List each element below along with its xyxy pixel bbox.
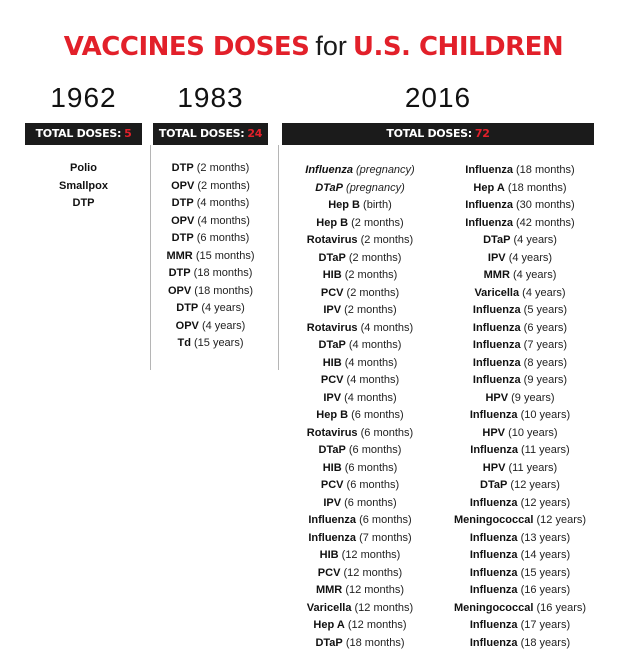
dose-entry: [25, 160, 142, 178]
vaccine-name: DTaP: [315, 636, 343, 649]
year-1983: 1983: [177, 82, 244, 113]
dose-entry: [445, 512, 595, 530]
vaccine-name: DTP: [168, 267, 191, 279]
total-doses-value: 24: [247, 127, 263, 140]
vaccine-name: IPV: [323, 304, 342, 316]
dose-entry: [445, 372, 595, 390]
dose-entry: [445, 495, 595, 513]
dose-timing: (12 months): [341, 549, 401, 561]
vaccine-name: DTP: [176, 302, 199, 314]
dose-entry: [445, 180, 595, 198]
dose-timing: (16 years): [536, 601, 587, 614]
vaccine-name: Influenza: [472, 321, 521, 334]
vaccine-name: HPV: [485, 391, 509, 404]
dose-timing: (18 months): [507, 181, 567, 194]
dose-entry: [153, 160, 268, 178]
dose-timing: (18 months): [193, 267, 253, 279]
dose-entry: [153, 335, 268, 353]
dose-list-1983: [153, 160, 268, 353]
vaccine-name: DTP: [72, 197, 95, 209]
column-divider: [278, 145, 279, 370]
dose-entry: [282, 337, 438, 355]
dose-entry: [445, 355, 595, 373]
dose-entry: [153, 213, 268, 231]
vaccine-name: OPV: [171, 214, 195, 227]
dose-entry: [282, 442, 438, 460]
dose-entry: [282, 320, 438, 338]
dose-timing: (12 years): [510, 479, 560, 491]
dose-timing: (10 years): [508, 426, 558, 439]
dose-timing: (6 months): [348, 444, 402, 456]
dose-timing: (15 months): [195, 249, 255, 262]
dose-entry: [445, 390, 595, 408]
total-doses-value: 5: [124, 127, 132, 140]
dose-timing: (15 years): [193, 337, 244, 349]
dose-timing: (11 years): [521, 444, 570, 456]
dose-entry: [282, 425, 438, 443]
dose-entry: [282, 460, 438, 478]
vaccine-name: Influenza: [469, 549, 518, 561]
dose-timing: (4 months): [344, 391, 397, 404]
dose-entry: [282, 372, 438, 390]
dose-timing: (4 years): [508, 251, 553, 264]
vaccine-name: Td: [177, 337, 191, 349]
dose-timing: (18 months): [194, 284, 253, 297]
dose-entry: [445, 285, 595, 303]
dose-timing: (4 months): [197, 214, 250, 227]
title-part-1: VACCINES DOSES: [63, 32, 310, 62]
vaccine-name: Hep A: [473, 181, 505, 194]
dose-timing: (2 months): [344, 269, 398, 281]
vaccine-name: Influenza: [465, 216, 513, 229]
vaccine-name: Influenza: [469, 619, 518, 631]
dose-entry: [282, 250, 438, 268]
dose-timing: (7 years): [523, 339, 568, 351]
total-doses-value: 72: [474, 127, 490, 140]
vaccine-name: OPV: [168, 284, 192, 297]
title-part-2: for: [315, 31, 347, 61]
vaccine-name: PCV: [320, 286, 344, 299]
dose-timing: (2 months): [197, 179, 250, 192]
dose-entry: [282, 530, 438, 548]
vaccine-name: Influenza: [308, 531, 357, 544]
dose-entry: [445, 600, 595, 618]
dose-entry: [282, 600, 438, 618]
vaccine-name: DTaP: [318, 251, 346, 264]
dose-timing: (6 months): [360, 426, 414, 439]
dose-entry: [153, 318, 268, 336]
dose-entry: [153, 178, 268, 196]
dose-entry: [445, 215, 595, 233]
dose-timing: (4 years): [513, 234, 557, 246]
vaccine-name: MMR: [166, 249, 193, 262]
vaccine-name: Varicella: [306, 601, 352, 614]
vaccine-name: Influenza: [472, 339, 521, 351]
vaccine-name: Meningococcal: [453, 601, 534, 614]
dose-entry: [445, 442, 595, 460]
vaccine-name: Influenza: [465, 199, 513, 211]
dose-list-2016-right: [445, 162, 595, 652]
vaccine-name: PCV: [317, 566, 341, 579]
dose-entry: [445, 425, 595, 443]
dose-timing: (10 years): [520, 409, 571, 421]
dose-entry: [282, 215, 438, 233]
dose-timing: (9 years): [523, 374, 568, 386]
dose-entry: [445, 197, 595, 215]
dose-timing: (4 years): [201, 302, 245, 314]
dose-timing: (4 months): [344, 356, 398, 369]
dose-timing: (6 months): [344, 461, 398, 474]
dose-timing: (birth): [363, 199, 392, 211]
vaccine-name: IPV: [323, 391, 342, 404]
dose-timing: (pregnancy): [356, 164, 415, 176]
column-divider: [150, 145, 151, 370]
dose-timing: (18 months): [345, 636, 405, 649]
dose-timing: (13 years): [520, 531, 571, 544]
vaccine-name: Influenza: [469, 566, 518, 579]
dose-timing: (12 years): [536, 514, 587, 526]
dose-timing: (2 months): [351, 216, 404, 229]
dose-entry: [153, 248, 268, 266]
vaccine-name: MMR: [315, 584, 343, 596]
dose-timing: (pregnancy): [346, 181, 405, 194]
vaccine-name: OPV: [171, 179, 195, 192]
dose-list-2016-left: [282, 162, 438, 652]
total-doses-label: TOTAL DOSES:: [35, 127, 122, 140]
dose-timing: (6 months): [196, 232, 250, 244]
dose-timing: (8 years): [523, 356, 568, 369]
vaccine-name: Influenza: [469, 409, 518, 421]
vaccine-name: Hep B: [316, 216, 349, 229]
vaccine-name: Influenza: [469, 531, 518, 544]
dose-entry: [25, 178, 142, 196]
dose-entry: [445, 530, 595, 548]
vaccine-name: DTaP: [483, 234, 511, 246]
vaccine-name: HPV: [482, 426, 506, 439]
vaccine-name: HIB: [319, 549, 339, 561]
vaccine-name: Hep B: [316, 409, 349, 421]
dose-timing: (2 months): [360, 234, 414, 246]
dose-entry: [445, 617, 595, 635]
dose-timing: (42 months): [516, 216, 575, 229]
dose-entry: [282, 302, 438, 320]
vaccine-name: IPV: [487, 251, 506, 264]
dose-entry: [282, 617, 438, 635]
dose-timing: (11 years): [508, 461, 558, 474]
dose-timing: (4 months): [196, 197, 250, 209]
dose-timing: (2 months): [348, 251, 402, 264]
dose-timing: (6 months): [344, 496, 397, 509]
dose-timing: (4 years): [512, 269, 557, 281]
dose-timing: (18 months): [516, 164, 575, 176]
dose-entry: [445, 635, 595, 653]
vaccine-name: Hep A: [313, 619, 345, 631]
dose-entry: [282, 285, 438, 303]
dose-entry: [445, 547, 595, 565]
total-doses-label: TOTAL DOSES:: [158, 127, 245, 140]
vaccine-name: Influenza: [465, 164, 513, 176]
dose-list-1962: [25, 160, 142, 213]
vaccine-name: Varicella: [474, 286, 520, 299]
dose-timing: (2 months): [346, 286, 400, 299]
vaccine-name: IPV: [323, 496, 342, 509]
dose-entry: [445, 477, 595, 495]
dose-timing: (9 years): [511, 391, 555, 404]
dose-entry: [153, 230, 268, 248]
dose-timing: (12 years): [520, 496, 571, 509]
vaccine-name: HPV: [482, 461, 506, 474]
dose-entry: [445, 232, 595, 250]
dose-timing: (6 months): [351, 409, 404, 421]
dose-entry: [25, 195, 142, 213]
dose-entry: [153, 195, 268, 213]
dose-entry: [445, 565, 595, 583]
dose-entry: [282, 547, 438, 565]
vaccine-name: DTaP: [318, 444, 346, 456]
dose-timing: (30 months): [516, 199, 575, 211]
vaccine-name: OPV: [175, 319, 199, 332]
dose-entry: [445, 407, 595, 425]
vaccine-name: Influenza: [469, 496, 518, 509]
dose-entry: [153, 300, 268, 318]
dose-entry: [153, 265, 268, 283]
dose-entry: [282, 197, 438, 215]
dose-timing: (2 months): [344, 304, 397, 316]
dose-timing: (2 months): [196, 162, 250, 174]
vaccine-name: MMR: [483, 269, 510, 281]
dose-entry: [282, 232, 438, 250]
dose-entry: [445, 320, 595, 338]
vaccine-name: DTaP: [480, 479, 508, 491]
vaccine-name: Influenza: [469, 584, 518, 596]
vaccine-name: Rotavirus: [306, 321, 358, 334]
dose-timing: (5 years): [523, 304, 568, 316]
vaccine-name: Influenza: [469, 636, 518, 649]
vaccine-name: Influenza: [472, 356, 521, 369]
vaccine-name: DTP: [171, 162, 194, 174]
dose-entry: [153, 283, 268, 301]
vaccine-name: HIB: [322, 356, 342, 369]
vaccine-name: Rotavirus: [306, 234, 358, 246]
vaccine-name: DTP: [171, 232, 194, 244]
dose-entry: [282, 162, 438, 180]
total-doses-label: TOTAL DOSES:: [386, 127, 472, 140]
dose-timing: (7 months): [359, 531, 412, 544]
vaccine-name: Polio: [70, 162, 97, 174]
dose-timing: (12 months): [345, 584, 405, 596]
page-title: [0, 28, 627, 69]
dose-timing: (4 years): [522, 286, 566, 299]
vaccine-name: Influenza: [308, 514, 357, 526]
vaccine-name: Rotavirus: [306, 426, 358, 439]
dose-entry: [282, 495, 438, 513]
vaccine-name: Smallpox: [59, 179, 108, 192]
vaccine-name: DTaP: [315, 181, 343, 194]
dose-timing: (18 years): [520, 636, 571, 649]
dose-entry: [445, 302, 595, 320]
dose-timing: (14 years): [520, 549, 571, 561]
dose-entry: [282, 390, 438, 408]
vaccine-name: HIB: [322, 461, 342, 474]
dose-entry: [445, 337, 595, 355]
dose-timing: (6 years): [523, 321, 568, 334]
total-doses-bar-1983: [153, 123, 268, 145]
dose-entry: [282, 512, 438, 530]
vaccine-name: Influenza: [305, 164, 353, 176]
total-doses-bar-2016: [282, 123, 594, 145]
dose-entry: [282, 477, 438, 495]
dose-entry: [282, 267, 438, 285]
dose-timing: (4 years): [201, 319, 246, 332]
dose-entry: [445, 162, 595, 180]
dose-entry: [282, 635, 438, 653]
dose-entry: [445, 267, 595, 285]
dose-timing: (12 months): [343, 566, 403, 579]
title-part-3: U.S. CHILDREN: [352, 32, 564, 62]
vaccine-name: Influenza: [470, 444, 518, 456]
vaccine-name: Influenza: [472, 304, 521, 316]
dose-entry: [282, 407, 438, 425]
dose-timing: (12 months): [347, 619, 407, 631]
dose-timing: (4 months): [360, 321, 414, 334]
total-doses-bar-1962: [25, 123, 142, 145]
dose-entry: [445, 582, 595, 600]
dose-entry: [282, 565, 438, 583]
dose-timing: (6 months): [346, 479, 400, 491]
vaccine-name: DTaP: [318, 339, 346, 351]
dose-entry: [445, 250, 595, 268]
dose-timing: (17 years): [520, 619, 571, 631]
vaccine-name: DTP: [171, 197, 194, 209]
vaccine-name: HIB: [322, 269, 342, 281]
dose-timing: (4 months): [346, 374, 400, 386]
year-2016: 2016: [404, 82, 472, 113]
dose-entry: [282, 582, 438, 600]
dose-timing: (12 months): [354, 601, 414, 614]
dose-entry: [282, 355, 438, 373]
vaccine-name: Influenza: [472, 374, 521, 386]
dose-entry: [282, 180, 438, 198]
year-1962: 1962: [50, 82, 117, 113]
dose-timing: (15 years): [520, 566, 571, 579]
dose-timing: (4 months): [348, 339, 402, 351]
vaccine-name: Meningococcal: [453, 514, 534, 526]
dose-timing: (16 years): [520, 584, 571, 596]
vaccine-name: Hep B: [328, 199, 360, 211]
dose-timing: (6 months): [359, 514, 412, 526]
vaccine-name: PCV: [320, 479, 344, 491]
dose-entry: [445, 460, 595, 478]
vaccine-name: PCV: [320, 374, 344, 386]
